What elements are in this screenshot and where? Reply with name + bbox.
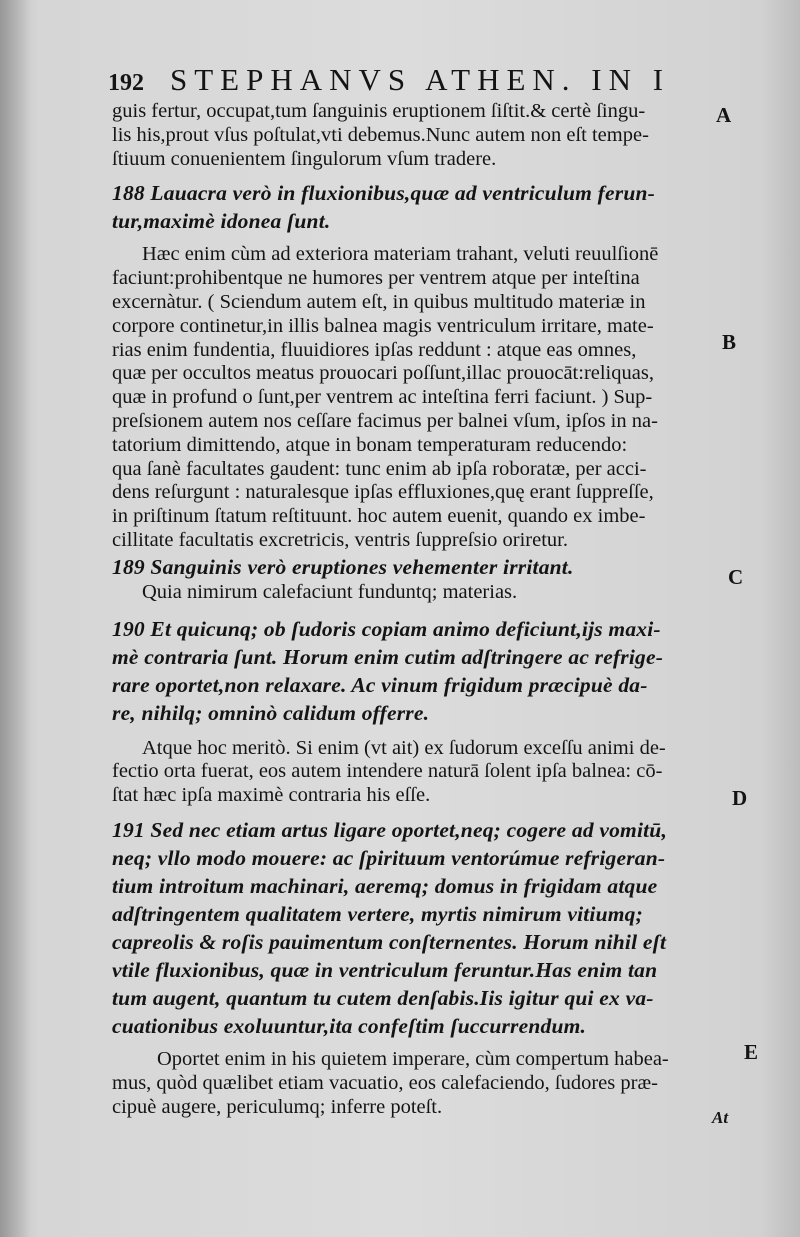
text-line: quæ in profund o ſunt,per ventrem ac inteſtina ferri faciunt. ) Sup- <box>112 386 653 409</box>
aphorism-line: 190 Et quicunq; ob ſudoris copiam animo deficiunt,ijs maxi- <box>112 616 661 641</box>
text-line: tatorium dimittendo, atque in bonam temperaturam reducendo: <box>112 433 628 456</box>
text-line: qua ſanè facultates gaudent: tunc enim ab ipſa roboratæ, per acci- <box>112 457 647 480</box>
text-line: ſtat hæc ipſa maximè contraria his eſſe. <box>112 784 431 807</box>
aphorism-line: neq; vllo modo mouere: ac ſpirituum ventorúmue refrigeran- <box>112 845 666 870</box>
margin-letter-d: D <box>732 786 748 810</box>
text-line: in priſtinum ſtatum reſtituunt. hoc autem euenit, quando ex imbe- <box>112 505 646 528</box>
text-line: Hæc enim cùm ad exteriora materiam trahant, veluti reuulſionē <box>142 243 659 266</box>
text-line: lis his,prout vſus poſtulat,vti debemus.Nunc autem non eſt tempe- <box>112 123 649 146</box>
aphorism-line: capreolis & roſis pauimentum conſternentes. Horum nihil eſt <box>112 929 667 954</box>
margin-letter-a: A <box>716 103 732 127</box>
text-line: ſtiuum conuenientem ſingulorum vſum tradere. <box>112 147 497 170</box>
text-line: Oportet enim in his quietem imperare, cùm compertum habea- <box>157 1047 669 1070</box>
aphorism-line: adſtringentem qualitatem vertere, myrtis nimirum vitiumq; <box>112 901 643 926</box>
text-line: faciunt:prohibentque ne humores per ventrem atque per inteſtina <box>112 267 640 290</box>
running-title: STEPHANVS ATHEN. IN I <box>170 62 671 97</box>
text-line: cillitate facultatis excretricis, ventris ſuppreſsio oriretur. <box>112 528 568 551</box>
aphorism-line: tium introitum machinari, aeremq; domus in frigidam atque <box>112 873 658 898</box>
text-line: quæ per occultos meatus prouocari poſſunt,illac prouocāt:reliquas, <box>112 362 654 385</box>
aphorism-line: re, nihilq; omninò calidum offerre. <box>112 700 430 725</box>
text-line: mus, quòd quælibet etiam vacuatio, eos calefaciendo, ſudores præ- <box>112 1071 658 1094</box>
text-line: cipuè augere, periculumq; inferre poteſt. <box>112 1095 443 1118</box>
text-line: dens reſurgunt : naturalesque ipſas effluxiones,quę erant ſuppreſſe, <box>112 481 654 504</box>
margin-letter-c: C <box>728 565 744 589</box>
aphorism-line: 188 Lauacra verò in fluxionibus,quæ ad ventriculum ferun- <box>112 181 655 206</box>
text-line: Quia nimirum calefaciunt funduntq; materias. <box>142 580 518 603</box>
text-line: preſsionem autem nos ceſſare facimus per balnei vſum, ipſos in na- <box>112 409 658 432</box>
gutter-shadow <box>0 0 30 1237</box>
text-line: guis fertur, occupat,tum ſanguinis eruptionem ſiſtit.& certè ſingu- <box>112 100 646 122</box>
page-body <box>112 100 732 1119</box>
margin-letter-e: E <box>744 1040 759 1064</box>
aphorism-line: mè contraria ſunt. Horum enim cutim adſtringere ac refrige- <box>112 644 664 669</box>
aphorism-line: cuationibus exoluuntur,ita confeſtim ſuccurrendum. <box>112 1013 587 1038</box>
aphorism-line: tur,maximè idonea ſunt. <box>112 209 331 234</box>
text-line: Atque hoc meritò. Si enim (vt ait) ex ſudorum exceſſu animi de- <box>142 736 666 759</box>
text-line: fectio orta fuerat, eos autem intendere naturā ſolent ipſa balnea: cō- <box>112 760 663 783</box>
page-number: 192 <box>108 70 144 96</box>
margin-letter-b: B <box>722 330 737 354</box>
text-line: corpore continetur,in illis balnea magis ventriculum irritare, mate- <box>112 314 654 337</box>
page-header <box>108 62 748 98</box>
catchword: At <box>712 1108 729 1127</box>
aphorism-line: 191 Sed nec etiam artus ligare oportet,neq; cogere ad vomitū, <box>112 817 668 842</box>
text-line: rias enim fundentia, fluuidiores ipſas reddunt : atque eas omnes, <box>112 338 637 361</box>
aphorism-line: vtile fluxionibus, quæ in ventriculum feruntur.Has enim tan <box>112 957 658 982</box>
aphorism-line: 189 Sanguinis verò eruptiones vehementer irritant. <box>112 554 574 579</box>
text-line: excernàtur. ( Sciendum autem eſt, in quibus multitudo materiæ in <box>112 290 646 313</box>
aphorism-line: rare oportet,non relaxare. Ac vinum frigidum præcipuè da- <box>112 672 648 697</box>
aphorism-line: tum augent, quantum tu cutem denſabis.Iis igitur qui ex va- <box>112 985 654 1010</box>
